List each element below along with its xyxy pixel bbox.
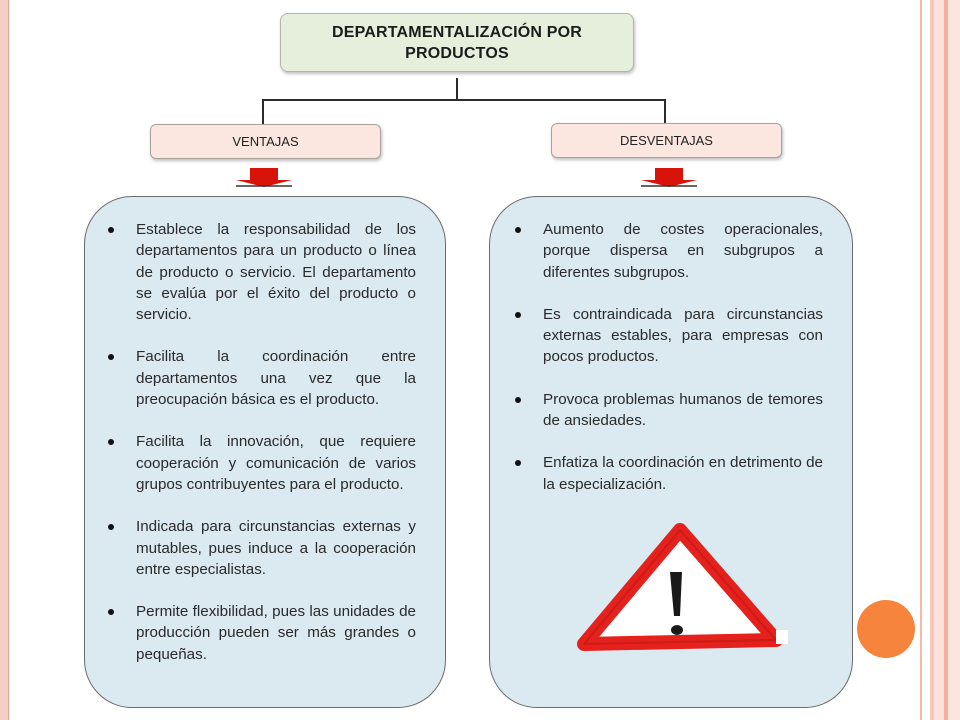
diagram-title: DEPARTAMENTALIZACIÓN POR PRODUCTOS (331, 23, 583, 62)
desventajas-header (551, 123, 782, 158)
diagram-title-box (280, 13, 634, 72)
list-item: Provoca problemas humanos de temores de ansiedades. (515, 389, 823, 432)
ventajas-list (108, 219, 416, 686)
list-item: Es contraindicada para circunstancias externas estables, para empresas con pocos productos. (515, 304, 823, 368)
down-arrow-icon (235, 167, 293, 189)
list-item: Establece la responsabilidad de los departamentos para un producto o línea de producto o servicio. El departamento se evalúa por el éxito del producto o servicio. (108, 219, 416, 325)
ventajas-header (150, 124, 381, 159)
list-item: Enfatiza la coordinación en detrimento de la especialización. (515, 452, 823, 495)
warning-triangle-icon (572, 520, 792, 660)
list-item: Facilita la coordinación entre departamentos una vez que la preocupación básica es el producto. (108, 346, 416, 410)
list-item: Indicada para circunstancias externas y mutables, pues induce a la cooperación entre especialistas. (108, 516, 416, 580)
desventajas-list (515, 219, 823, 516)
list-item: Aumento de costes operacionales, porque dispersa en subgrupos a diferentes subgrupos. (515, 219, 823, 283)
list-item: Facilita la innovación, que requiere cooperación y comunicación de varios grupos contribuyentes para el producto. (108, 431, 416, 495)
down-arrow-icon (640, 167, 698, 189)
desventajas-label: DESVENTAJAS (620, 133, 713, 148)
ventajas-label: VENTAJAS (232, 134, 299, 149)
list-item: Permite flexibilidad, pues las unidades de producción pueden ser más grandes o pequeñas. (108, 601, 416, 665)
